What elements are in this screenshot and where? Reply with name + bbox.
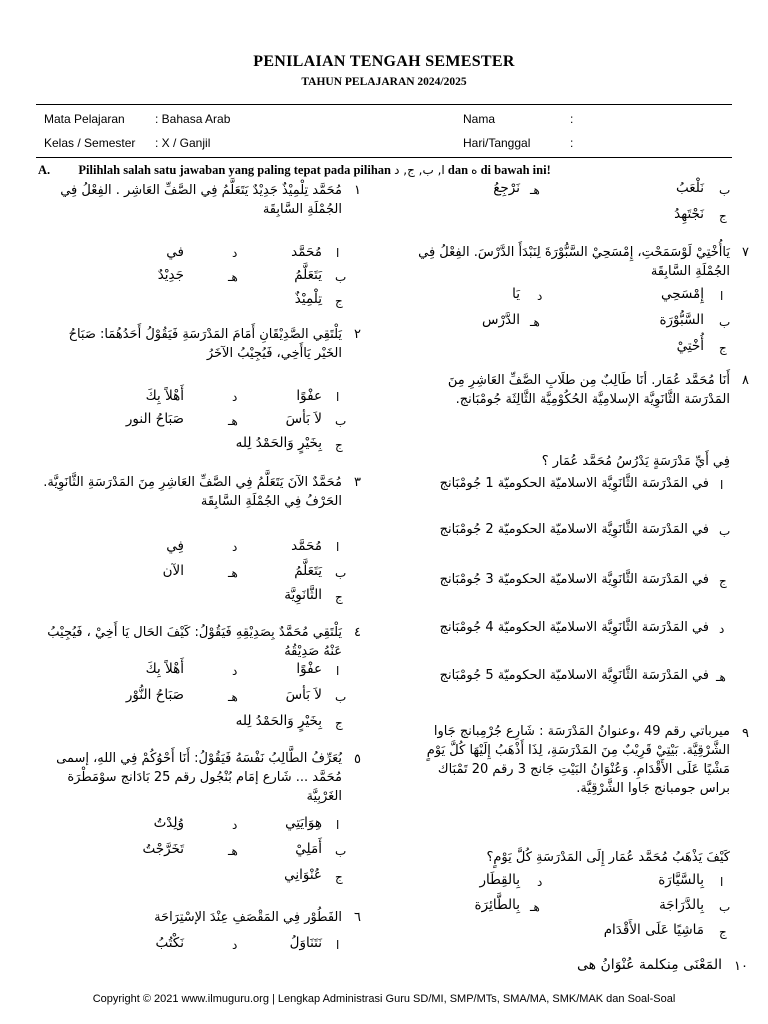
question-prompt: كَيْفَ يَذْهَبُ مُحَمَّد عُمَار إِلَى المَدْرَسَةِ كُلَّ يَوْمٍ؟ (486, 850, 730, 865)
question-text: أَنَا مُحَمَّد عُمَار. أنَا طَالِبٌ مِن طلَابِ الصَّفِّ العَاشِرِ مِنَ المَدْرَسَة الثَّانَوِيَّة الإسلامِيَّة الحُكُوْمِيَّة الثَّالِثَة جُومْبَانج. (447, 373, 730, 407)
option-label: ب (335, 690, 347, 704)
class-value: : X / Ganjil (155, 136, 211, 150)
option-e[interactable]: صَبَاحُ النُّوْر (125, 687, 184, 703)
question-text: يُعَرِّفُ الطَّالِبُ نَفْسَهُ فَيَقُوْلُ: أَنَا أَحْوُكُمْ فِي اللهِ، إسمى مُحَمَّد ... شَارع إمَام بُنْجُول رقم 25 بَادَانج سوْمَطْرَة الغَرْبِيَّة (56, 751, 342, 804)
class-label: Kelas / Semester (44, 136, 136, 150)
name-label: Nama (463, 112, 496, 126)
option-label: ج (719, 209, 727, 223)
option-e[interactable]: بِالطَّائِرَة (474, 897, 520, 913)
option-label: ا (336, 390, 340, 404)
question-text: يَاأُخْتِيْ لَوْسَمَحْتِ، إِمْسَحِيْ السَّبُّوْرَةَ لِنَبْدَأَ الدَّرْسَ. الفِعْلُ فِي الجُمْلَةِ السَّابِقَة (418, 245, 730, 279)
section-label: A. (38, 163, 51, 177)
question-number: ٤ (354, 625, 361, 640)
option-label: ا (336, 818, 340, 832)
option-label: د (537, 875, 543, 889)
option-d[interactable]: أَهْلاً بِكَ (145, 388, 184, 404)
option-label: ج (719, 341, 727, 355)
option-label: د (537, 289, 543, 303)
option-label: د (232, 818, 238, 832)
option-label: ب (719, 524, 731, 538)
option-letters: ا, ب, ج, د (394, 163, 445, 177)
option-c[interactable]: بِخَيْرٍ وَالحَمْدُ لِله (235, 435, 322, 451)
question-prompt: فِي أَيِّ مَدْرَسَةٍ يَدْرُسُ مُحَمَّد عُمَار ؟ (541, 454, 730, 469)
option-b[interactable]: يَتَعَلَّمُ (294, 563, 322, 579)
option-label: د (232, 246, 238, 260)
option-label: هـ (228, 690, 238, 704)
question-text: ميرباتي رقم 49 ،وعنوانُ المَدْرَسَة : شَارِع جُرْمِبانج جَاوا الشَّرْقِيَّة. بَيْتِيْ قَرِيْبٌ مِنَ المَدْرَسَةِ، لِذَا أَذْهَبُ إِلَيْهَا كُلَّ يَوْمٍ مَشْيًا عَلَى الأَقْدَامِ. وَعُنْوَانُ البَيْتِ جَانج 3 رقم 20 تَمْبَاك براس جومبانج جَاوا الشَّرْقِيَّة. (426, 724, 730, 796)
option-d[interactable]: بِالقِطَار (479, 872, 520, 888)
option-e[interactable]: الدَّرْس (482, 312, 520, 328)
question-number: ٥ (354, 752, 361, 767)
question-number: ١ (354, 183, 361, 198)
question-number: ٨ (742, 373, 749, 388)
date-colon: : (570, 136, 574, 150)
option-label: هـ (530, 900, 540, 914)
option-label: ب (335, 414, 347, 428)
question-number: ١٠ (734, 959, 748, 974)
option-e[interactable]: صَبَاحُ النور (125, 411, 184, 427)
option-b[interactable]: أَمَلِيْ (295, 841, 322, 857)
option-b[interactable]: السَّبُّوْرَة (659, 312, 704, 328)
option-label: هـ (228, 566, 238, 580)
option-label: ا (336, 938, 340, 952)
option-a[interactable]: عفْوًا (296, 388, 322, 404)
option-c[interactable]: الثَّانَوِيَّة (284, 587, 322, 603)
option-d[interactable]: في (166, 244, 184, 260)
option-label: د (232, 390, 238, 404)
option-label: ا (336, 246, 340, 260)
option-label: ا (720, 289, 724, 303)
option-label: د (232, 540, 238, 554)
option-d[interactable]: في المَدْرَسَة الثَّانَوِيَّة الاسلاميّة الحكوميّة 4 جُومْبَانج (439, 620, 709, 635)
option-label: ا (336, 540, 340, 554)
option-label: هـ (228, 844, 238, 858)
option-label: د (719, 622, 725, 636)
option-label: ب (335, 844, 347, 858)
option-label: د (232, 664, 238, 678)
option-label: ب (719, 183, 731, 197)
option-c[interactable]: تِلْمِيْذٌ (294, 291, 322, 307)
question-number: ٣ (354, 475, 361, 490)
subject-value: : Bahasa Arab (155, 112, 231, 126)
page-title: PENILAIAN TENGAH SEMESTER (253, 53, 515, 70)
option-label: ج (335, 294, 343, 308)
option-label: ب (719, 315, 731, 329)
option-label: هـ (716, 670, 726, 684)
question-text: يَلْتَقِي مُحَمَّدٌ بِصَدِيْقِهِ فَيَقُوْلُ: كَيْفَ الحَال يَا أَخِيْ ، فَيُجِيْبُ عَنْهُ صَدِيْقُهُ (47, 625, 342, 659)
option-d[interactable]: نَكْتُبُ (155, 935, 184, 951)
option-a[interactable]: مُحَمَّد (291, 538, 322, 554)
option-label: ج (335, 716, 343, 730)
option-d[interactable]: يَا (512, 286, 520, 302)
option-label: ج (335, 870, 343, 884)
question-text: الفَطُوْر فِي المَقْصَفِ عِنْدَ الإسْتِرَاحَة (154, 910, 342, 925)
name-colon: : (570, 112, 574, 126)
instruction-text-mid: dan (444, 163, 472, 177)
option-e[interactable]: تَخَرَّجْتُ (142, 841, 184, 857)
option-e[interactable]: جَدِيْدٌ (157, 267, 184, 283)
date-label: Hari/Tanggal (463, 136, 531, 150)
instruction-text-end: di bawah ini! (477, 163, 551, 177)
question-number: ٩ (742, 726, 749, 741)
option-b[interactable]: بِالدَّرَاجَة (659, 897, 704, 913)
option-letter-h: ه (471, 163, 478, 177)
option-label: هـ (530, 183, 540, 197)
option-label: ب (719, 900, 731, 914)
question-number: ٧ (742, 245, 749, 260)
option-c[interactable]: نَجْتَهِدُ (674, 206, 704, 222)
option-e[interactable]: في المَدْرَسَة الثَّانَوِيَّة الاسلاميّة الحكوميّة 5 جُومْبَانج (439, 668, 709, 683)
option-d[interactable]: أَهْلاً بِكَ (145, 661, 184, 677)
question-text: المَعْنَى مِنكلمة عُنْوَانُ هى (577, 957, 722, 973)
option-a[interactable]: بِالسَّيَّارَة (658, 872, 704, 888)
option-d[interactable]: وُلِدْتُ (153, 815, 184, 831)
option-a[interactable]: عفْوًا (296, 661, 322, 677)
question-text: يَلْتَقِي الصَّدِيْقَانِ أَمَامَ المَدْرَسَةِ فَيَقُوْلُ أَحَدُهُمَا: صَبَاحُ الخَيْر يَاأَخِي، فَيُجِيْبُ الآخَرُ (68, 327, 342, 361)
option-b[interactable]: لاَ بَأسَ (285, 411, 322, 427)
question-text: مُحَمَّد تِلْمِيْذٌ جَدِيْدٌ يَتَعَلَّمُ فِي الصَّفِّ العَاشِر . الفِعْلُ فِي الجُمْلَةِ السَّابِقَة (60, 183, 342, 217)
option-d[interactable]: فِي (166, 538, 184, 554)
option-b[interactable]: نَلْعَبُ (676, 180, 704, 196)
option-label: هـ (228, 414, 238, 428)
divider (36, 104, 732, 105)
option-label: ب (335, 566, 347, 580)
option-e[interactable]: نَرْجِعُ (493, 180, 520, 196)
option-b[interactable]: في المَدْرَسَة الثَّانَوِيَّة الاسلاميّة الحكوميّة 2 جُومْبَانج (439, 522, 709, 537)
option-a[interactable]: إِمْسَحِي (661, 286, 704, 302)
option-c[interactable]: بِخَيْرٍ وَالحَمْدُ لِله (235, 713, 322, 729)
subject-label: Mata Pelajaran (44, 112, 125, 126)
option-label: ج (335, 438, 343, 452)
option-label: ج (719, 925, 727, 939)
option-a[interactable]: مُحَمَّد (291, 244, 322, 260)
option-a[interactable]: في المَدْرَسَة الثَّانَوِيَّة الاسلاميّة الحكوميّة 1 جُومْبَانج (439, 476, 709, 491)
option-label: ج (335, 590, 343, 604)
instruction (38, 163, 551, 178)
option-b[interactable]: يَتَعَلَّمُ (294, 267, 322, 283)
option-label: ب (335, 270, 347, 284)
option-label: ا (336, 664, 340, 678)
option-label: هـ (530, 315, 540, 329)
option-label: ج (719, 574, 727, 588)
question-text: مُحَمَّدٌ الآنَ يَتَعَلَّمُ فِي الصَّفِّ العَاشِرِ مِنَ المَدْرَسَةِ الثَّانَوِيَّة. الحَرْفُ فِي الجُمْلَةِ السَّابِقَة (43, 475, 342, 509)
option-c[interactable]: عُنْوَانِي (284, 867, 322, 883)
instruction-text: Pilihlah salah satu jawaban yang paling tepat pada pilihan (78, 163, 395, 177)
option-a[interactable]: نَتَنَاوَلُ (289, 935, 322, 951)
option-e[interactable]: الآن (162, 563, 184, 579)
page-subtitle: TAHUN PELAJARAN 2024/2025 (301, 76, 467, 88)
option-b[interactable]: لاَ بَأسَ (285, 687, 322, 703)
footer-copyright: Copyright © 2021 www.ilmuguru.org | Lengkap Administrasi Guru SD/MI, SMP/MTs, SMA/MA, SMK/MAK dan Soal-Soal (92, 993, 676, 1005)
option-c[interactable]: مَاشِيًا عَلَى الأَقْدَام (603, 922, 704, 938)
option-label: ا (720, 478, 724, 492)
option-a[interactable]: هِوَايَتِي (285, 815, 322, 831)
question-number: ٦ (354, 910, 361, 925)
divider (36, 157, 732, 158)
question-number: ٢ (354, 327, 361, 342)
option-label: هـ (228, 270, 238, 284)
option-label: ا (720, 875, 724, 889)
option-c[interactable]: أُخْتِيْ (676, 338, 704, 354)
option-c[interactable]: في المَدْرَسَة الثَّانَوِيَّة الاسلاميّة الحكوميّة 3 جُومْبَانج (439, 572, 709, 587)
option-label: د (232, 938, 238, 952)
